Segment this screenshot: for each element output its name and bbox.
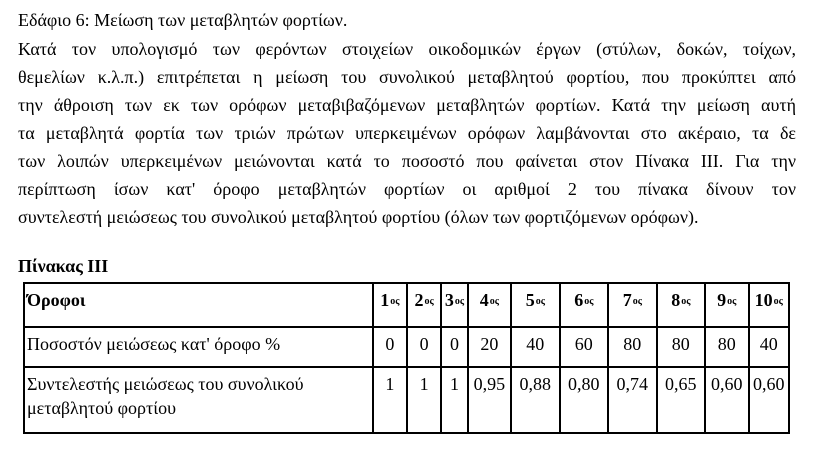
paragraph-line: συντελεστή μειώσεως του συνολικού μεταβλητού φορτίου (όλων των φορτιζόμενων ορόφων). — [18, 207, 699, 227]
floor-number: 6 — [574, 290, 584, 310]
paragraph-line: περίπτωση ίσων κατ' όροφο μεταβλητών φορτίων οι αριθμοί 2 του πίνακα δίνουν τον — [18, 179, 796, 199]
floor-number: 7 — [622, 290, 632, 310]
header-label: Όροφοι — [24, 283, 373, 327]
ordinal-suffix: ος — [489, 296, 499, 307]
ordinal-suffix: ος — [424, 296, 434, 307]
table-cell: 20 — [468, 327, 511, 367]
section-paragraph — [18, 35, 796, 231]
table-title: Πίνακας ΙΙΙ — [18, 256, 109, 276]
floor-number: 1 — [380, 290, 390, 310]
paragraph-line: των λοιπών υπερκειμένων μειώνονται κατά το ποσοστό που φαίνεται στον Πίνακα ΙΙΙ. Για την — [18, 151, 796, 171]
ordinal-suffix: ος — [390, 296, 400, 307]
table-cell: 60 — [560, 327, 609, 367]
floor-header — [511, 283, 560, 327]
floor-number: 5 — [525, 290, 535, 310]
table-cell: 40 — [511, 327, 560, 367]
floor-header — [468, 283, 511, 327]
floor-header — [608, 283, 657, 327]
ordinal-suffix: ος — [681, 296, 691, 307]
table-cell: 0,74 — [608, 367, 657, 433]
table-header-row — [24, 283, 789, 327]
floor-number: 3 — [444, 290, 454, 310]
floor-header — [441, 283, 467, 327]
table-cell: 80 — [608, 327, 657, 367]
section-heading: Εδάφιο 6: Μείωση των μεταβλητών φορτίων. — [18, 10, 348, 30]
table-cell: 0 — [441, 327, 467, 367]
floor-header — [373, 283, 407, 327]
table-cell: 1 — [407, 367, 441, 433]
paragraph-line: θεμελίων κ.λ.π.) επιτρέπεται η μείωση του συνολικού μεταβλητού φορτίου, που προκύπτει από — [18, 67, 796, 87]
table-cell: 0,88 — [511, 367, 560, 433]
row-label: Συντελεστής μειώσεως του συνολικού μεταβλητού φορτίου — [24, 367, 373, 433]
table-cell: 40 — [749, 327, 790, 367]
paragraph-line: τα μεταβλητά φορτία των τριών πρώτων υπερκειμένων ορόφων λαμβάνονται στο ακέραιο, τα δε — [18, 123, 796, 143]
floor-header — [705, 283, 748, 327]
paragraph-line: την άθροιση των εκ των ορόφων μεταβιβαζόμενων μεταβλητών φορτίων. Κατά την μείωση αυτή — [18, 95, 796, 115]
paragraph-line: Κατά τον υπολογισμό των φερόντων στοιχείων οικοδομικών έργων (στύλων, δοκών, τοίχων, — [18, 39, 796, 59]
table-cell: 0 — [407, 327, 441, 367]
floor-header — [560, 283, 609, 327]
floor-number: 9 — [717, 290, 727, 310]
table-cell: 0,65 — [657, 367, 706, 433]
ordinal-suffix: ος — [727, 296, 737, 307]
table-cell: 80 — [705, 327, 748, 367]
floor-number: 8 — [671, 290, 681, 310]
ordinal-suffix: ος — [773, 296, 783, 307]
table-cell: 0,95 — [468, 367, 511, 433]
floors-table — [23, 282, 790, 434]
ordinal-suffix: ος — [454, 296, 465, 307]
table-cell: 0,60 — [749, 367, 790, 433]
floor-header — [407, 283, 441, 327]
table-cell: 80 — [657, 327, 706, 367]
floor-header — [657, 283, 706, 327]
floor-header — [749, 283, 790, 327]
table-row — [24, 367, 789, 433]
table-cell: 0,60 — [705, 367, 748, 433]
floor-number: 4 — [479, 290, 489, 310]
table-cell: 0,80 — [560, 367, 609, 433]
table-cell: 0 — [373, 327, 407, 367]
table-cell: 1 — [441, 367, 467, 433]
table-row — [24, 327, 789, 367]
ordinal-suffix: ος — [584, 296, 594, 307]
ordinal-suffix: ος — [632, 296, 642, 307]
floor-number: 2 — [414, 290, 424, 310]
ordinal-suffix: ος — [535, 296, 545, 307]
row-label: Ποσοστόν μειώσεως κατ' όροφο % — [24, 327, 373, 367]
table-cell: 1 — [373, 367, 407, 433]
floor-number: 10 — [754, 290, 773, 310]
